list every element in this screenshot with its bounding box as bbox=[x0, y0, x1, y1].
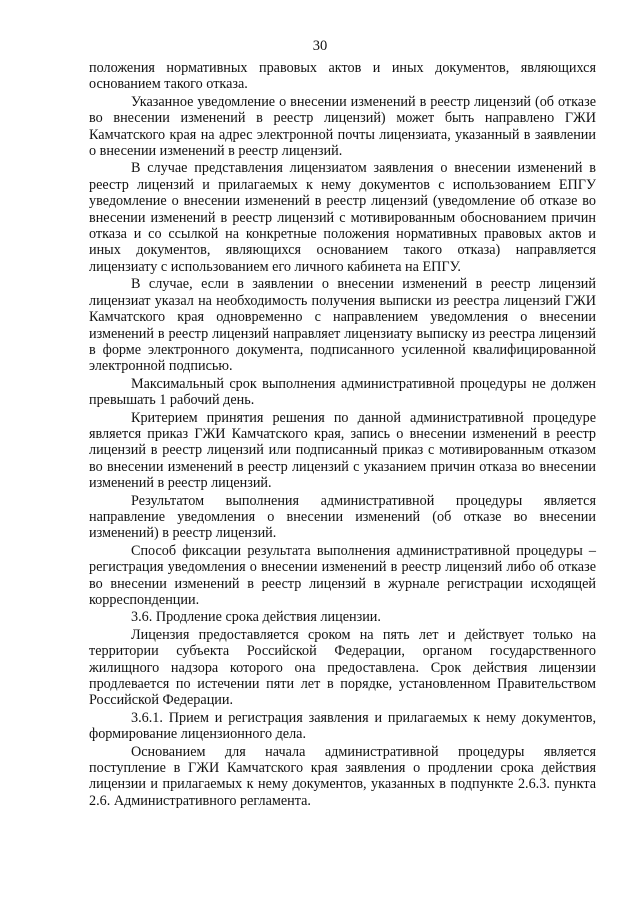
paragraph: Максимальный срок выполнения административной процедуры не должен превышать 1 рабочий день. bbox=[89, 375, 596, 409]
paragraph: Основанием для начала административной процедуры является поступление в ГЖИ Камчатского края заявления о продлении срока действия лицензии и прилагаемых к нему документов, указанных в подпункте 2.6.3. пункта 2.6. Административного регламента. bbox=[89, 743, 596, 809]
paragraph: положения нормативных правовых актов и иных документов, являющихся основанием такого отказа. bbox=[89, 60, 596, 93]
paragraph: 3.6.1. Прием и регистрация заявления и прилагаемых к нему документов, формирование лицензионного дела. bbox=[89, 709, 596, 743]
paragraph: В случае, если в заявлении о внесении изменений в реестр лицензий лицензиат указал на необходимость получения выписки из реестра лицензий ГЖИ Камчатского края одновременно с направлением уведомления о внесении изменений в реестр лицензий направляет лицензиату выписку из реестра лицензий в форме электронного документа, подписанного усиленной квалифицированной электронной подписью. bbox=[89, 276, 596, 375]
paragraph: Результатом выполнения административной процедуры является направление уведомления о внесении изменений (об отказе во внесении изменений) в реестр лицензий. bbox=[89, 492, 596, 542]
paragraph: Способ фиксации результата выполнения административной процедуры – регистрация уведомления о внесении изменений в реестр лицензий либо об отказе во внесении изменений в реестр лицензий в журнале регистрации исходящей корреспонденции. bbox=[89, 542, 596, 608]
paragraph: В случае представления лицензиатом заявления о внесении изменений в реестр лицензий и прилагаемых к нему документов с использованием ЕПГУ уведомление о внесении изменений в реестр лицензий (уведомление об отказе во внесении изменений в реестр лицензий с мотивированным обоснованием причин отказа и со ссылкой на конкретные положения нормативных правовых актов и иных документов, являющихся основанием такого отказа) направляется лицензиату с использованием его личного кабинета на ЕПГУ. bbox=[89, 160, 596, 275]
paragraph: Лицензия предоставляется сроком на пять лет и действует только на территории субъекта Российской Федерации, органом государственного жилищного надзора которого она предоставлена. Срок действия лицензии продлевается по истечении пяти лет в порядке, установленном Правительством Российской Федерации. bbox=[89, 626, 596, 709]
paragraph: 3.6. Продление срока действия лицензии. bbox=[131, 609, 381, 626]
body-text bbox=[89, 60, 596, 810]
page-number: 30 bbox=[312, 38, 328, 54]
paragraph: Указанное уведомление о внесении изменений в реестр лицензий (об отказе во внесении изменений в реестр лицензий) может быть направлено ГЖИ Камчатского края на адрес электронной почты лицензиата, указанный в заявлении о внесении изменений в реестр лицензий. bbox=[89, 93, 596, 160]
paragraph: Критерием принятия решения по данной административной процедуре является приказ ГЖИ Камчатского края, запись о внесении изменений в реестр лицензий в реестр лицензий или подписанный приказ с мотивированным отказом во внесении изменений в реестр лицензий с указанием причин отказа во внесении изменений в реестр лицензий. bbox=[89, 409, 596, 492]
